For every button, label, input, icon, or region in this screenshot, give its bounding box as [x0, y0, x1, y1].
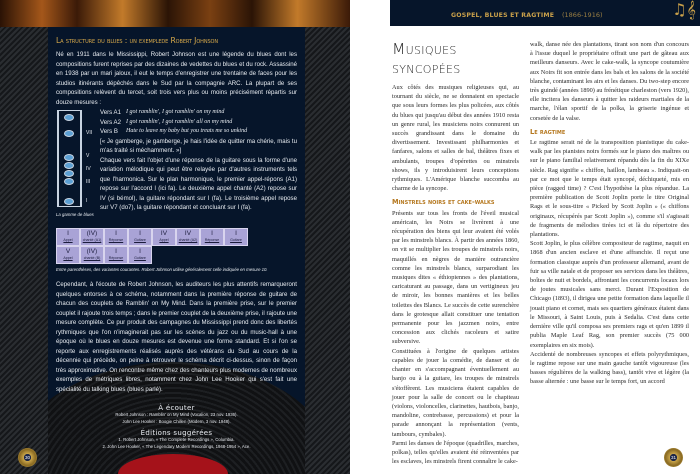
cell-label: chanté (A2) — [178, 238, 198, 242]
listen-item: John Lee Hooker : Boogie Chillen (Modern, 3 nov. 1948). — [122, 418, 231, 424]
musicians-photo-banner — [0, 0, 350, 27]
verse-text: Hate to leave my baby but you treats me so unkind — [126, 128, 248, 134]
harmony-explanation: Chaque vers fait l'objet d'une réponse de la guitare sous la forme d'une variation mélodique qui peut être relayée par d'autres instruments tels que l'harmonica. Sur le plan harmonique, le premier appel-répons (A1) repose sur l'accord I (ici fa). Le deuxième appel chanté (A2) repose sur IV (si bémol), la guitare répondant sur I (fa). Le troisième appel repose sur V7 (do7), la guitare répondant et concluant sur I (fa). — [100, 156, 297, 211]
grid-row — [56, 246, 250, 264]
grid-caption: Entre parenthèses, des variantes courantes. Robert Johnson utilise généralement celle indiquée en mesure 10. — [56, 267, 268, 272]
grid-cell — [176, 228, 200, 246]
scale-degree: I — [86, 198, 88, 204]
verse-label: Vers A2 — [100, 118, 122, 126]
verse-text: I got ramblin', I got ramblin' on my mind — [126, 109, 225, 115]
intro-paragraph: Né en 1911 dans le Mississippi, Robert Johnson est une légende du blues dont les compositions furent reprises par des dizaines de vedettes du blues et du rock. Assassiné en 1938 par un mari jaloux, il eut le temps d'enregistrer une trentaine de faces pour les studios itinérants dépêchés dans le Sud par la compagnie ARC. La plupart de ses compositions relèvent du tercet, soit trois vers plus ou moins précisément répartis sur douze mesures : — [56, 51, 297, 106]
chapter-dates: (1866-1916) — [562, 11, 603, 19]
cell-label: Réponse — [204, 238, 220, 242]
chord-degree: IV — [184, 230, 192, 237]
note-dot — [64, 114, 74, 121]
grid-cell — [128, 228, 152, 246]
note-dot — [64, 154, 74, 161]
page-number: 31 — [664, 448, 683, 467]
cell-label: chanté (A1) — [82, 238, 102, 242]
section-title: La structure du blues : un exemplede Robert Johnson — [56, 36, 219, 45]
paragraph: Scott Joplin, le plus célèbre compositeur de ragtime, naquit en 1868 d'un ancien esclave et d'une affranchie. Il reçut une formation classique auprès d'un professeur allemand, avant de fuir sa ville natale et de proposer ses services dans les théâtres, boîtes de nuit et bordels, affrontant les concurrents locaux lors de joutes musicales sans merci. Durant l'Exposition de Chicago (1893), il dirigea une petite formation dans laquelle il jouait piano et cornet, mais ses quartiers généraux étaient dans le Missouri, à Saint Louis, puis à Sedalia. C'est dans cette dernière ville qu'il composa ses premiers rags et qu'en 1899 il publia Maple Leaf Rag, son premier succès (75 000 exemplaires en six mois). — [530, 240, 689, 349]
paragraph: Le ragtime serait né de la transposition pianistique du cake-walk par les pianistes noirs formés sur le piano des maîtres ou sur le piano familial relativement répandu dès la fin du XIXe siècle. Rag signifie « chiffon, haillon, lambeau ». Indiquait-on par ce mot que le temps était syncopé, déchiqueté, mis en pièce (ragged time) ? C'est l'hypothèse la plus répandue. La première publication de Scott Joplin porte le titre Original Rags et le sous-titre « Picked by Scott Joplin » (« chiffons originaux, récupérés par Scott Joplin »), comme s'il s'agissait de fragments de mélodies tirées ici et là du répertoire des plantations. — [530, 139, 689, 239]
subheading: Le ragtime — [530, 127, 566, 136]
chord-degree: I — [139, 248, 141, 255]
chord-degree: I — [235, 230, 237, 237]
grid-cell — [200, 228, 224, 246]
grid-cell — [80, 228, 104, 246]
blues-scale-diagram — [56, 108, 100, 220]
scale-caption: La gamme de blues — [56, 212, 94, 217]
right-page — [350, 0, 700, 474]
chord-degree: (IV) — [86, 230, 98, 237]
translation: [« Je gamberge, je gamberge, je hais l'idée de quitter ma chérie, mais tu m'as traité si méchamment. »] — [100, 137, 297, 154]
paragraph: Parmi les danses de l'époque (quadrilles, marches, polkas), telles qu'elles avaient été réinventées par les esclaves, les minstrels firent connaître le cake- — [392, 439, 519, 466]
chapter-header — [390, 0, 700, 26]
sidebar-panel — [48, 27, 305, 474]
cell-label: Guitare — [134, 256, 146, 260]
grid-cell — [104, 246, 128, 264]
chord-degree: IV — [160, 230, 168, 237]
scale-degree: III — [86, 179, 91, 185]
verse-label: Vers A1 — [100, 109, 122, 116]
chapter-title: GOSPEL, BLUES ET RAGTIME — [451, 12, 555, 19]
note-dot — [64, 170, 74, 177]
paragraph: Accidenté de nombreuses syncopes et effets polyrythmiques, le ragtime repose sur une main gauche tantôt vigoureuse (les basses régulières de la walking bass), tantôt vive et légère (la basse alternée : une basse sur le temps fort, un accord — [530, 350, 689, 386]
cell-label: chanté (B) — [83, 256, 101, 260]
grid-row — [56, 228, 250, 246]
scale-degree: IV — [86, 166, 91, 172]
verse-text: I got ramblin', I got ramblin' all on my mind — [126, 118, 233, 125]
column-1 — [392, 83, 519, 466]
scale-degree: V — [86, 153, 90, 159]
cell-label: Appel — [63, 238, 73, 242]
note-dot — [64, 130, 74, 137]
chord-degree: I — [67, 230, 69, 237]
page-number: 30 — [18, 448, 37, 467]
paragraph: Aux côtés des musiques religieuses qui, au tournant du siècle, ne se donnaient en spectacle que sous leurs formes les plus policées, aux côtés du blues qui jusqu'au début des années 1910 resta un genre rural, les musiciens noirs connurent un succès grandissant dans le domaine du divertissement. Investissant philharmonies et fanfares, salons et salles de bal, théâtres fixes et ambulants, troupes d'opérettes ou minstrels shows, ils y introduisirent leurs conceptions rythmiques. L'Amérique blanche succomba au charme de la syncope. — [392, 84, 519, 193]
headline-line: syncopées — [392, 59, 461, 77]
cell-label: Appel — [159, 238, 169, 242]
grid-cell — [56, 246, 80, 264]
edition-item: 1. Robert Johnson, « The Complete Recordings », Columbia. — [118, 437, 235, 442]
grid-cell — [104, 228, 128, 246]
grid-cell — [224, 228, 248, 246]
paragraph: Présents sur tous les fronts de l'éveil musical américain, les Noirs se livrèrent à une récupération des biens qui leur avaient été volés par les minstrels blancs. À partir des années 1860, on vit se multiplier les troupes de minstrels noirs, maquillés en nègres de manière outrancière comme les minstrels blancs, surparodiant les musiques dites « éthiopiennes » des plantations, caricaturant au passage, dans un vertigineux jeu de miroir, les bonnes manières et les belles toilettes des Blancs. Le succès de cette surenchère dans le grotesque allait constituer une tentation permanente pour les jazzmen noirs, entre concession aux clichés racoleurs et satire subversive. — [392, 209, 519, 346]
cell-label: Guitare — [230, 238, 242, 242]
chord-degree: I — [115, 248, 117, 255]
paragraph: Constituées à l'origine de quelques artistes capables de jouer la comédie, de danser et de chanter en s'accompagnant éventuellement au banjo ou à la guitare, les troupes de minstrels s'étoffèrent. Les musiciens étaient capables de jouer pour la salle de concert ou le chapiteau (violons, violoncelles, clarinettes, hautbois, banjo, mandoline, contrebasse, percussions) et pour la parade annonçant la représentation (vents, tambours, cymbales). — [392, 347, 519, 438]
edition-item: 2. John Lee Hooker, « The Legendary Modern Recordings, 1948-1954 », Ace. — [102, 443, 251, 449]
music-notes-icon: ♫𝄞 — [672, 0, 696, 19]
verse-row — [100, 127, 297, 137]
listening-box — [56, 404, 297, 450]
note-dot — [64, 162, 74, 169]
verses-and-explanation — [100, 108, 297, 220]
note-dot — [64, 178, 74, 185]
verse-row — [100, 108, 297, 118]
chord-degree: I — [139, 230, 141, 237]
grid-cell — [80, 246, 104, 264]
paragraph: walk, danse née des plantations, tirant son nom d'un concours à l'issue duquel le propriétaire offrait une part de gâteau aux meilleurs danseurs. Avec le cake-walk, la syncope coutumière aux Noirs fit son entrée dans les bals et les salons de la société blanche, contaminant les airs et les danses. Du two-step encore très guindé (années 1890) au frénétique charleston (vers 1920), elle incitera les danseurs à quitter les raideurs martiales de la marche, l'élan sportif de la polka, la griserie ingénue et corsetée de la valse. — [530, 41, 689, 122]
cell-label: Réponse — [108, 256, 124, 260]
verse-label: Vers B — [100, 128, 118, 135]
note-dot — [64, 198, 74, 205]
headline-line: Musiques — [392, 40, 457, 58]
grid-cell — [128, 246, 152, 264]
chord-degree: (IV) — [86, 248, 98, 255]
chord-degree: V — [65, 248, 71, 255]
listen-heading: À écouter — [158, 404, 195, 412]
editions-heading: Éditions suggérées — [140, 429, 213, 437]
scale-and-verses — [56, 108, 297, 220]
scale-degree: VII — [86, 130, 93, 136]
body-paragraph: Cependant, à l'écoute de Robert Johnson, les auditeurs les plus attentifs remarqueront quelques entorses à ce schéma, notamment dans la première réponse de guitare de chacun des couplets de Ramblin' on My Mind. Dans la première prise, sur le premier couplet il rajoute trois temps ; dans le premier couplet de la deuxième prise, il rajoute une mesure complète. Ce pur produit des campagnes du Mississippi prend donc des libertés rythmiques que l'on n'imaginerait pas sur les scènes du jazz ou du music-hall à une époque où le blues en douze mesures est devenue une forme standard. Et si l'on se reporte aux enregistrements réalisés auprès des vétérans du Sud au cours de la décennie qui précède, on peine à retrouver le schéma décrit ci-dessus, sinon de façon très approximative. On rencontre même chez des chanteurs plus modernes de nombreux exemples de métriques libres, notamment chez John Lee Hooker qui s'est fait une spécialité du talking blues (blues parlé). — [56, 281, 297, 393]
chord-degree: I — [211, 230, 213, 237]
cell-label: Guitare — [134, 238, 146, 242]
verse-row — [100, 118, 297, 128]
twelve-bar-grid — [56, 228, 250, 264]
record-label — [118, 454, 228, 474]
article-headline — [392, 40, 461, 78]
chord-degree: I — [115, 230, 117, 237]
grid-cell — [56, 228, 80, 246]
subheading: Minstrels noirs et cake-walks — [392, 198, 495, 207]
cell-label: Réponse — [108, 238, 124, 242]
listen-item: Robert Johnson : Ramblin' on My Mind (Vocalion, 23 nov. 1936). — [115, 412, 238, 417]
grid-cell — [152, 228, 176, 246]
cell-label: Appel — [63, 256, 73, 260]
column-2 — [530, 40, 689, 387]
